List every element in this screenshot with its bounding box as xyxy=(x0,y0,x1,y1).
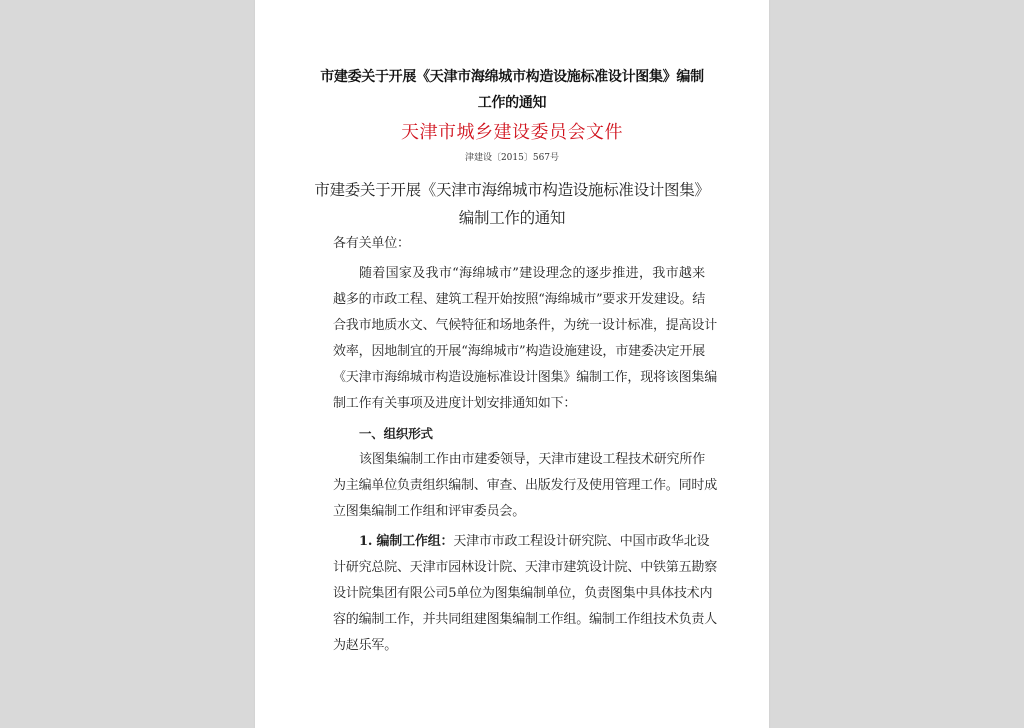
page-header-line-2: 工作的通知 xyxy=(477,95,547,111)
paragraph-line: 《天津市海绵城市构造设施标准设计图集》编制工作，现将该图集编 xyxy=(333,370,718,385)
paragraph-line: 效率，因地制宜的开展“海绵城市”构造设施建设，市建委决定开展 xyxy=(333,344,705,359)
paragraph-line: 随着国家及我市“海绵城市”建设理念的逐步推进，我市越来 xyxy=(359,266,705,281)
paragraph-line: 计研究总院、天津市园林设计院、天津市建筑设计院、中铁第五勘察 xyxy=(333,560,718,575)
section-heading: 一、组织形式 xyxy=(359,426,433,441)
list-item-text: 天津市市政工程设计研究院、中国市政华北设 xyxy=(453,534,710,549)
paragraph-line: 制工作有关事项及进度计划安排通知如下： xyxy=(333,396,577,411)
document-page[interactable] xyxy=(255,0,769,728)
page-header-line-1: 市建委关于开展《天津市海绵城市构造设施标准设计图集》编制 xyxy=(320,69,704,85)
document-number: 津建设〔2015〕567号 xyxy=(464,153,560,163)
paragraph-line: 越多的市政工程、建筑工程开始按照“海绵城市”要求开发建设。结 xyxy=(333,292,705,307)
paragraph-line: 为赵乐军。 xyxy=(333,638,398,653)
paragraph-line: 容的编制工作，并共同组建图集编制工作组。编制工作组技术负责人 xyxy=(333,612,718,627)
notice-title-line-2: 编制工作的通知 xyxy=(458,209,566,227)
salutation: 各有关单位： xyxy=(333,236,410,251)
paragraph-line: 设计院集团有限公司5单位为图集编制单位，负责图集中具体技术内 xyxy=(333,586,713,601)
paragraph-line: 合我市地质水文、气候特征和场地条件，为统一设计标准，提高设计 xyxy=(333,318,718,333)
paragraph-line: 为主编单位负责组织编制、审查、出版发行及使用管理工作。同时成 xyxy=(333,478,718,493)
list-item-label: 1. 编制工作组： xyxy=(359,534,454,549)
paragraph-line: 该图集编制工作由市建委领导，天津市建设工程技术研究所作 xyxy=(359,452,705,467)
list-item-line xyxy=(359,534,710,550)
notice-title-line-1: 市建委关于开展《天津市海绵城市构造设施标准设计图集》 xyxy=(314,181,710,199)
issuer-title: 天津市城乡建设委员会文件 xyxy=(401,122,623,143)
paragraph-line: 立图集编制工作组和评审委员会。 xyxy=(333,504,526,519)
